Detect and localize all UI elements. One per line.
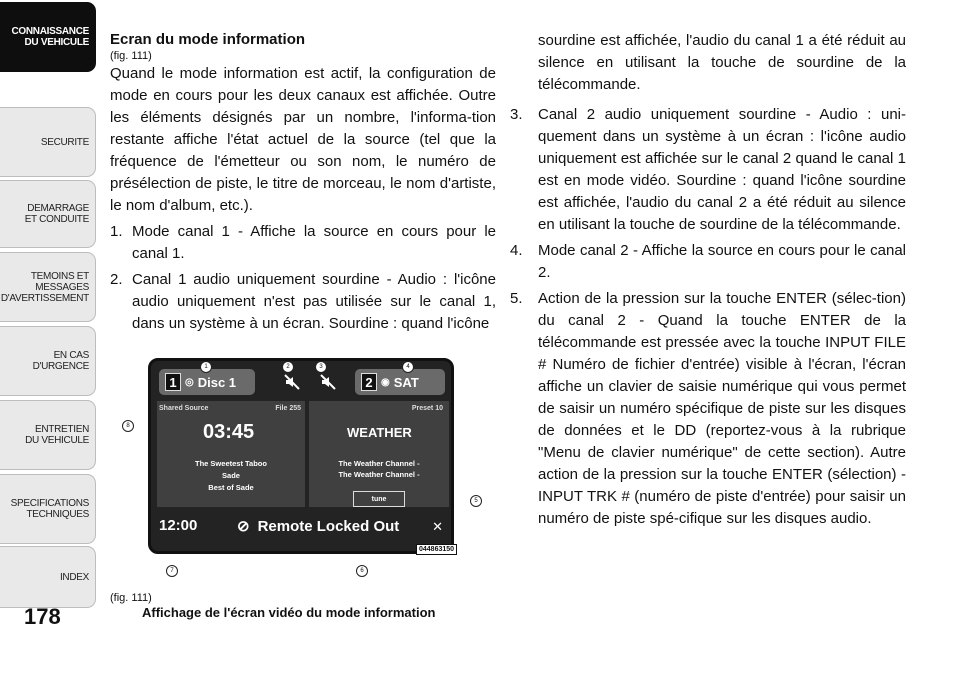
figure-reference: (fig. 111) <box>110 50 152 62</box>
tab-entretien-du-vehicule[interactable] <box>0 400 96 470</box>
file-label: File 255 <box>275 405 301 412</box>
tab-temoins-et-messages[interactable] <box>0 252 96 322</box>
elapsed-time: 03:45 <box>203 421 255 443</box>
channel-2-pane <box>309 401 449 507</box>
callout-8: 8 <box>122 420 134 432</box>
remote-status-text: Remote Locked Out <box>257 517 400 535</box>
prohibited-icon: ⊘ <box>237 518 250 535</box>
channel-line-2: The Weather Channel - <box>338 470 420 479</box>
channel-1-label: Disc 1 <box>197 374 237 390</box>
intro-paragraph: Quand le mode information est actif, la configuration de mode en cours pour les deux canaux est affichée. Outre les éléments désignés par un nombre, l'informa-tion restante affiche l'état actuel de la source (tel que la fréquence de l'émetteur ou son nom, le numéro de présélection de piste, le titre de morceau, le nom d'artiste, le nom d'album, etc.). <box>110 65 496 214</box>
callout-2: 2 <box>282 361 294 373</box>
tab-label: INDEX <box>59 571 89 583</box>
item-text: Canal 1 audio uniquement sourdine - Audio : l'icône audio uniquement n'est pas utilisée sur le canal 1, dans un système à un écran. Sourdine : quand l'icône <box>132 271 496 332</box>
tab-connaissance-du-vehicule[interactable] <box>0 2 96 72</box>
channel-2-number: 2 <box>361 373 377 391</box>
item-number: 5. <box>510 290 523 307</box>
section-heading: Ecran du mode information <box>110 31 306 48</box>
callout-1: 1 <box>200 361 212 373</box>
channel-line-1: The Weather Channel - <box>338 459 420 468</box>
continued-text: sourdine est affichée, l'audio du canal 1 a été réduit au silence en utilisant la touche de sourdine de la télécommande. <box>538 32 906 93</box>
figure-caption: Affichage de l'écran vidéo du mode information <box>142 605 436 620</box>
tab-specifications-techniques[interactable] <box>0 474 96 544</box>
station-name: WEATHER <box>347 425 412 440</box>
left-column <box>110 30 496 339</box>
callout-6: 6 <box>356 565 368 577</box>
video-screen <box>148 358 454 554</box>
list-item <box>110 269 496 335</box>
callout-5: 5 <box>470 495 482 507</box>
satellite-icon: ◉ <box>381 376 390 388</box>
track-title: The Sweetest Taboo <box>195 459 267 468</box>
tab-index[interactable] <box>0 546 96 608</box>
item-number: 3. <box>510 106 523 123</box>
item-text: Action de la pression sur la touche ENTER (sélec-tion) du canal 2 - Quand la touche ENTER de la télécommande est pressée avec la touche INPUT FILE # Numéro de fichier d'entrée) visible à l'écran, l'écran affiche un clavier de saisie numérique qui vous permet de saisir un numéro spécifique de piste sur les disques de données et le DD (reportez-vous à la rubrique "Menu de clavier numérique" de cette section). Autre action de la pression sur la touche ENTER (sélection) - INPUT TRK # (numéro de piste d'entrée) pour saisir un numéro de piste spé-cifique sur les disques audio. <box>538 290 906 527</box>
tab-securite[interactable] <box>0 107 96 177</box>
list-item <box>110 221 496 265</box>
tab-label: SPECIFICATIONS TECHNIQUES <box>10 498 89 520</box>
tab-demarrage-et-conduite[interactable] <box>0 180 96 248</box>
item-text: Mode canal 1 - Affiche la source en cours pour le canal 1. <box>132 223 496 262</box>
status-bar <box>157 511 449 549</box>
preset-label: Preset 10 <box>411 405 443 412</box>
page-number: 178 <box>24 604 61 629</box>
numbered-list <box>110 221 496 335</box>
channel-bar <box>159 369 445 397</box>
shared-source-label: Shared Source <box>159 405 209 412</box>
figure-111 <box>110 358 496 578</box>
tab-label: DEMARRAGE ET CONDUITE <box>24 203 89 225</box>
right-column <box>510 30 906 534</box>
clock: 12:00 <box>159 517 198 534</box>
callout-4: 4 <box>402 361 414 373</box>
channel-2-mode <box>355 369 445 395</box>
tab-label: ENTRETIEN DU VEHICULE <box>25 424 89 446</box>
section-tabs <box>0 0 98 640</box>
figure-code: 044863150 <box>416 544 457 555</box>
callout-7: 7 <box>166 565 178 577</box>
tab-label: EN CAS D'URGENCE <box>32 350 89 372</box>
list-item <box>510 288 906 530</box>
channel-1-pane <box>157 401 305 507</box>
tab-label: TEMOINS ET MESSAGES D'AVERTISSEMENT <box>0 270 89 304</box>
remote-muted-icon: ✕ <box>432 519 443 534</box>
item-number: 2. <box>110 271 123 288</box>
disc-icon: ◎ <box>185 376 194 388</box>
item-text: Mode canal 2 - Affiche la source en cours pour le canal 2. <box>538 242 906 281</box>
mute-icon <box>319 373 337 391</box>
item-number: 4. <box>510 242 523 259</box>
item-number: 1. <box>110 223 123 240</box>
list-item <box>510 104 906 236</box>
numbered-list <box>510 104 906 530</box>
artist-name: Sade <box>222 471 240 480</box>
remote-status <box>237 517 399 535</box>
tab-label: CONNAISSANCE DU VEHICULE <box>11 26 89 48</box>
tab-label: SECURITE <box>40 136 89 148</box>
tab-en-cas-d-urgence[interactable] <box>0 326 96 396</box>
channel-1-number: 1 <box>165 373 181 391</box>
list-item <box>510 240 906 284</box>
figure-caption-ref: (fig. 111) <box>110 592 152 604</box>
channel-2-label: SAT <box>393 374 419 390</box>
callout-3: 3 <box>315 361 327 373</box>
mute-icon <box>283 373 301 391</box>
album-name: Best of Sade <box>208 483 254 492</box>
item-text: Canal 2 audio uniquement sourdine - Audio : uni-quement dans un système à un écran : l'icône audio uniquement est affichée sur le canal 2 quand le canal 1 est en mode vidéo. Sourdine : quand l'icône sourdine est affichée, l'audio du canal 2 a été réduit au silence en utilisant la touche de sourdine de la télécommande. <box>538 106 906 233</box>
tune-button: tune <box>353 491 405 507</box>
